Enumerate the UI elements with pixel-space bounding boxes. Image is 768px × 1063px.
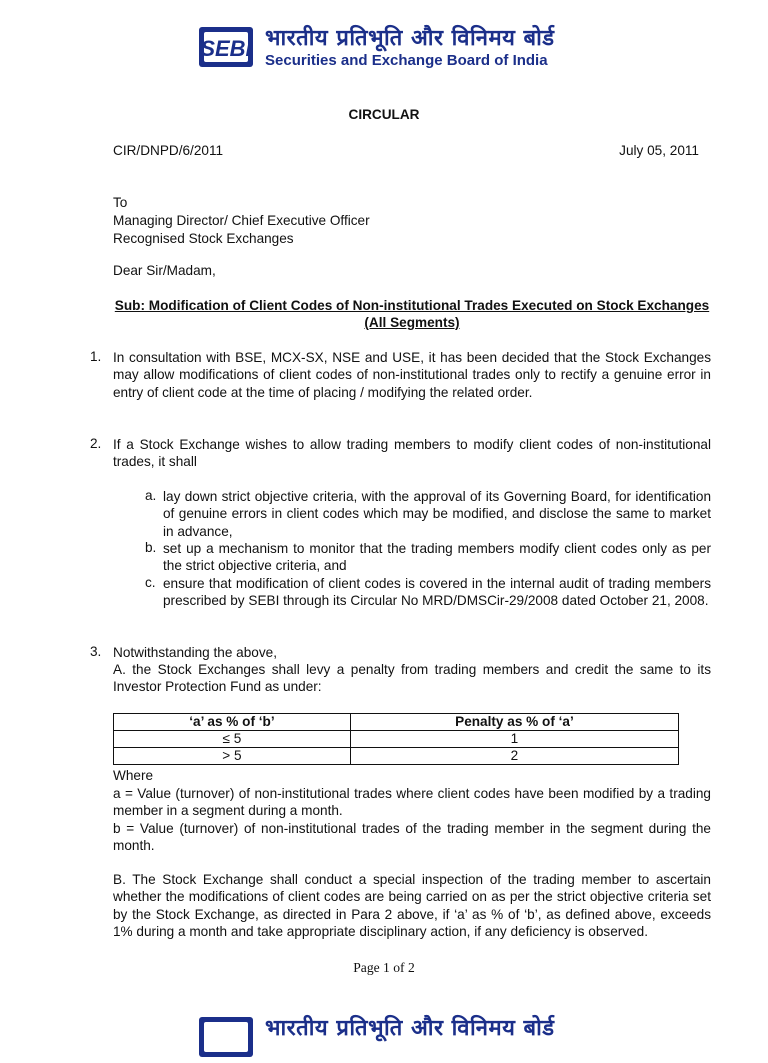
salutation: Dear Sir/Madam, [113, 263, 216, 278]
table-header-cell: Penalty as % of ‘a’ [350, 714, 678, 731]
table-header-row [114, 714, 679, 731]
sebi-logo-next-page [197, 1014, 255, 1060]
org-name-english: Securities and Exchange Board of India [265, 52, 548, 69]
sebi-logo-graphic [197, 24, 255, 70]
para-3-intro: Notwithstanding the above, [113, 645, 277, 660]
sebi-logo [197, 24, 255, 70]
para-3a: A. the Stock Exchanges shall levy a penalty from trading members and credit the same to its Investor Protection Fund as under: [113, 662, 711, 695]
penalty-table [113, 713, 679, 765]
para-1-number: 1. [90, 349, 102, 364]
para-2c: ensure that modification of client codes is covered in the internal audit of trading members prescribed by SEBI through its Circular No MRD/DMSCir-29/2008 dated October 21, 2008. [163, 576, 711, 609]
page-number: Page 1 of 2 [353, 960, 415, 975]
sebi-logo-graphic [197, 1014, 255, 1060]
para-2: If a Stock Exchange wishes to allow trading members to modify client codes of non-institutional trades, it shall [113, 437, 711, 470]
circular-date: July 05, 2011 [619, 143, 699, 158]
addressee-line1: Managing Director/ Chief Executive Officer [113, 213, 370, 228]
circular-reference: CIR/DNPD/6/2011 [113, 143, 224, 158]
where-label: Where [113, 768, 154, 783]
circular-title: CIRCULAR [348, 107, 420, 122]
para-2b-label: b. [145, 540, 157, 555]
para-2a: lay down strict objective criteria, with the approval of its Governing Board, for identification of genuine errors in client codes which may be modified, and disclose the same to market in advance, [163, 489, 711, 539]
table-cell: > 5 [114, 748, 351, 765]
table-cell: 2 [350, 748, 678, 765]
addressee-to: To [113, 195, 128, 210]
table-cell: ≤ 5 [114, 731, 351, 748]
para-2c-label: c. [145, 575, 156, 590]
definition-b: b = Value (turnover) of non-institutional trades of the trading member in the segment during the month. [113, 821, 711, 854]
org-name-hindi: भारतीय प्रतिभूति और विनिमय बोर्ड [265, 26, 555, 51]
para-1: In consultation with BSE, MCX-SX, NSE and USE, it has been decided that the Stock Exchanges may allow modifications of client codes of non-institutional trades only to rectify a genuine error in entry of client code at the time of placing / modifying the related order. [113, 350, 711, 400]
table-row [114, 748, 679, 765]
table-cell: 1 [350, 731, 678, 748]
addressee-line2: Recognised Stock Exchanges [113, 231, 294, 246]
table-row [114, 731, 679, 748]
logo-lettering: SEBI [200, 36, 252, 61]
para-2-number: 2. [90, 436, 102, 451]
para-2a-label: a. [145, 488, 157, 503]
addressee-block [113, 194, 370, 248]
para-3b: B. The Stock Exchange shall conduct a special inspection of the trading member to ascertain whether the modifications of client codes are being carried on as per the strict objective criteria set by the Stock Exchange, as directed in Para 2 above, if ‘a’ as % of ‘b’, as defined above, exceeds 1% during a month and take appropriate disciplinary action, if any deficiency is observed. [113, 872, 711, 939]
org-name-hindi-next-page: भारतीय प्रतिभूति और विनिमय बोर्ड [265, 1016, 555, 1041]
subject-line: Sub: Modification of Client Codes of Non-institutional Trades Executed on Stock Exchanges (All Segments) [114, 298, 710, 330]
para-3-number: 3. [90, 644, 102, 659]
table-header-cell: ‘a’ as % of ‘b’ [114, 714, 351, 731]
para-2b: set up a mechanism to monitor that the trading members modify client codes only as per the strict objective criteria, and [163, 541, 711, 574]
definition-a: a = Value (turnover) of non-institutional trades where client codes have been modified by a trading member in a segment during a month. [113, 786, 711, 819]
